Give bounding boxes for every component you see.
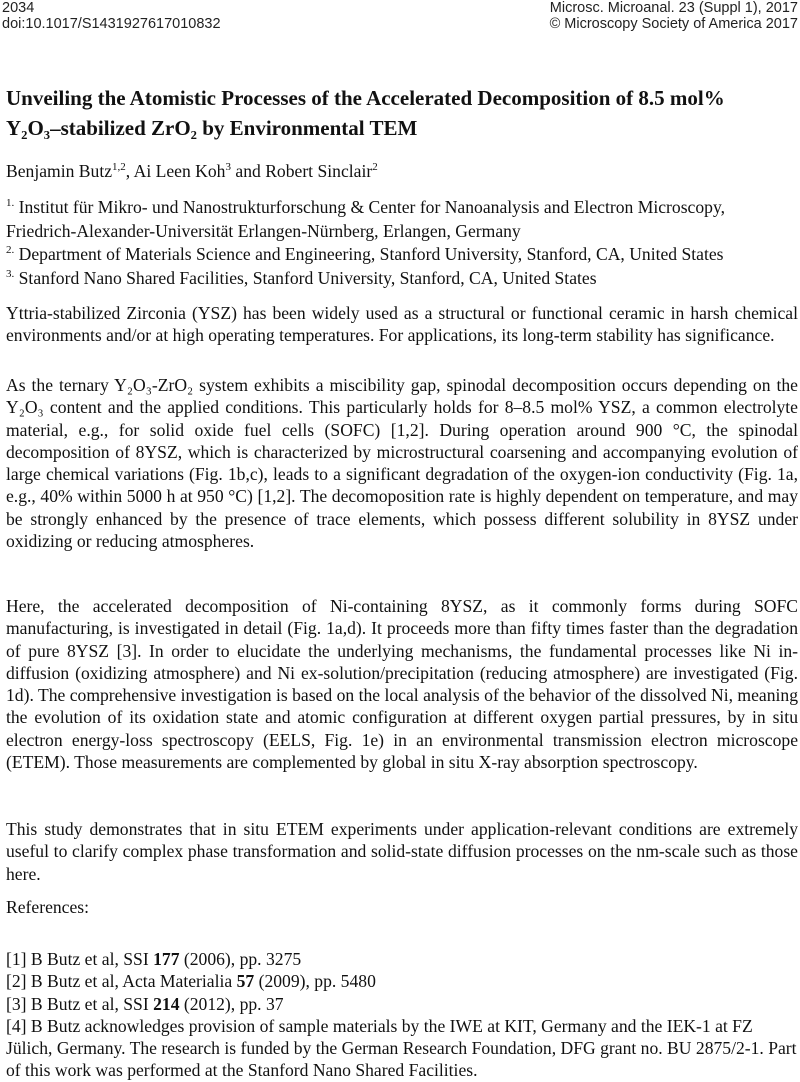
affiliation-text: Department of Materials Science and Engineering, Stanford University, Stanford, CA, United States [14,244,724,264]
paragraph: Here, the accelerated decomposition of Ni-containing 8YSZ, as it commonly forms during SOFC manufacturing, is investigated in detail (Fig. 1a,d). It proceeds more than fifty times faster than the degradation of pure 8YSZ [3]. In order to elucidate the underlying mechanisms, the fundamental processes like Ni in-diffusion (oxidizing atmosphere) and Ni ex-solution/precipitation (reducing atmosphere) are investigated (Fig. 1d). The comprehensive investigation is based on the local analysis of the behavior of the dissolved Ni, meaning the evolution of its oxidation state and atomic configuration at different oxygen partial pressures, by in situ electron energy-loss spectroscopy (EELS, Fig. 1e) in an environmental transmission electron microscope (ETEM). Those measurements are complemented by global in situ X-ray absorption spectroscopy. [6,596,798,773]
paper-title [6,83,798,143]
author-affiliation: 1,2 [112,161,126,174]
separator: , [125,161,134,181]
separator: and [230,161,266,181]
affiliation [6,196,798,243]
journal-citation: Microsc. Microanal. 23 (Suppl 1), 2017 [549,0,798,16]
reference-item: [1] B Butz et al, SSI 177 (2006), pp. 3275 [6,949,302,969]
affiliation [6,243,798,267]
author-affiliation: 2 [372,161,378,174]
author-list [6,160,798,182]
affiliation-text: Institut für Mikro- und Nanostrukturforschung & Center for Nanoanalysis and Electron Microscopy, Friedrich-Alexander-Universität Erlangen-Nürnberg, Erlangen, Germany [6,197,726,241]
affiliation-text: Stanford Nano Shared Facilities, Stanford University, Stanford, CA, United States [14,267,597,288]
author-affiliation: 3 [225,161,231,174]
reference-item: [3] B Butz et al, SSI 214 (2012), pp. 37 [6,993,284,1014]
page-number: 2034 [2,0,35,16]
paragraph: This study demonstrates that in situ ETEM experiments under application-relevant conditions are extremely useful to clarify complex phase transformation and solid-state diffusion processes on the nm-scale such as those here. [6,819,798,884]
title-line: Unveiling the Atomistic Processes of the Accelerated Decomposition of 8.5 mol% [6,86,725,110]
header-right [550,0,798,32]
reference-list [6,948,798,1082]
paragraph: As the ternary Y₂O₃-ZrO₂ system exhibits a miscibility gap, spinodal decomposition occurs depending on the Y₂O₃ content and the applied conditions. This particularly holds for 8–8.5 mol% YSZ, a common electrolyte material, e.g., for solid oxide fuel cells (SOFC) [1,2]. During operation around 900 °C, the spinodal decomposition of 8YSZ, which is characterized by microstructural coarsening and accompanying evolution of large chemical variations (Fig. 1b,c), leads to a significant degradation of the oxygen-ion conductivity (Fig. 1a, e.g., 40% within 5000 h at 950 °C) [1,2]. The decomoposition rate is highly dependent on temperature, and may be strongly enhanced by the presence of trace elements, which possess different solubility in 8YSZ under oxidizing or reducing atmospheres. [6,375,798,552]
reference-item: [4] B Butz acknowledges provision of sample materials by the IWE at KIT, Germany and the IEK-1 at FZ Jülich, Germany. The research is funded by the German Research Foundation, DFG grant no. BU 2875/2-1. Part of this work was performed at the Stanford Nano Shared Facilities. [6,1015,797,1081]
affiliations [6,196,798,290]
reference-item: [2] B Butz et al, Acta Materialia 57 (2009), pp. 5480 [6,971,376,992]
affiliation-number: 3. [6,267,15,280]
doi[interactable]: doi:10.1017/S1431927617010832 [2,16,221,32]
paragraph: Yttria-stabilized Zirconia (YSZ) has been widely used as a structural or functional ceramic in harsh chemical environments and/or at high operating temperatures. For applications, its long-term stability has significance. [6,303,798,346]
affiliation-number: 1. [6,197,15,210]
author: Benjamin Butz [6,161,113,181]
title-line: Y₂O₃–stabilized ZrO₂ by Environmental TEM [6,116,418,140]
header-left [2,0,221,32]
copyright: © Microscopy Society of America 2017 [549,16,798,32]
affiliation [6,267,798,291]
author: Ai Leen Koh [133,161,226,181]
references-heading: References: [6,897,90,917]
author: Robert Sinclair [265,161,373,181]
affiliation-number: 2. [6,244,15,257]
